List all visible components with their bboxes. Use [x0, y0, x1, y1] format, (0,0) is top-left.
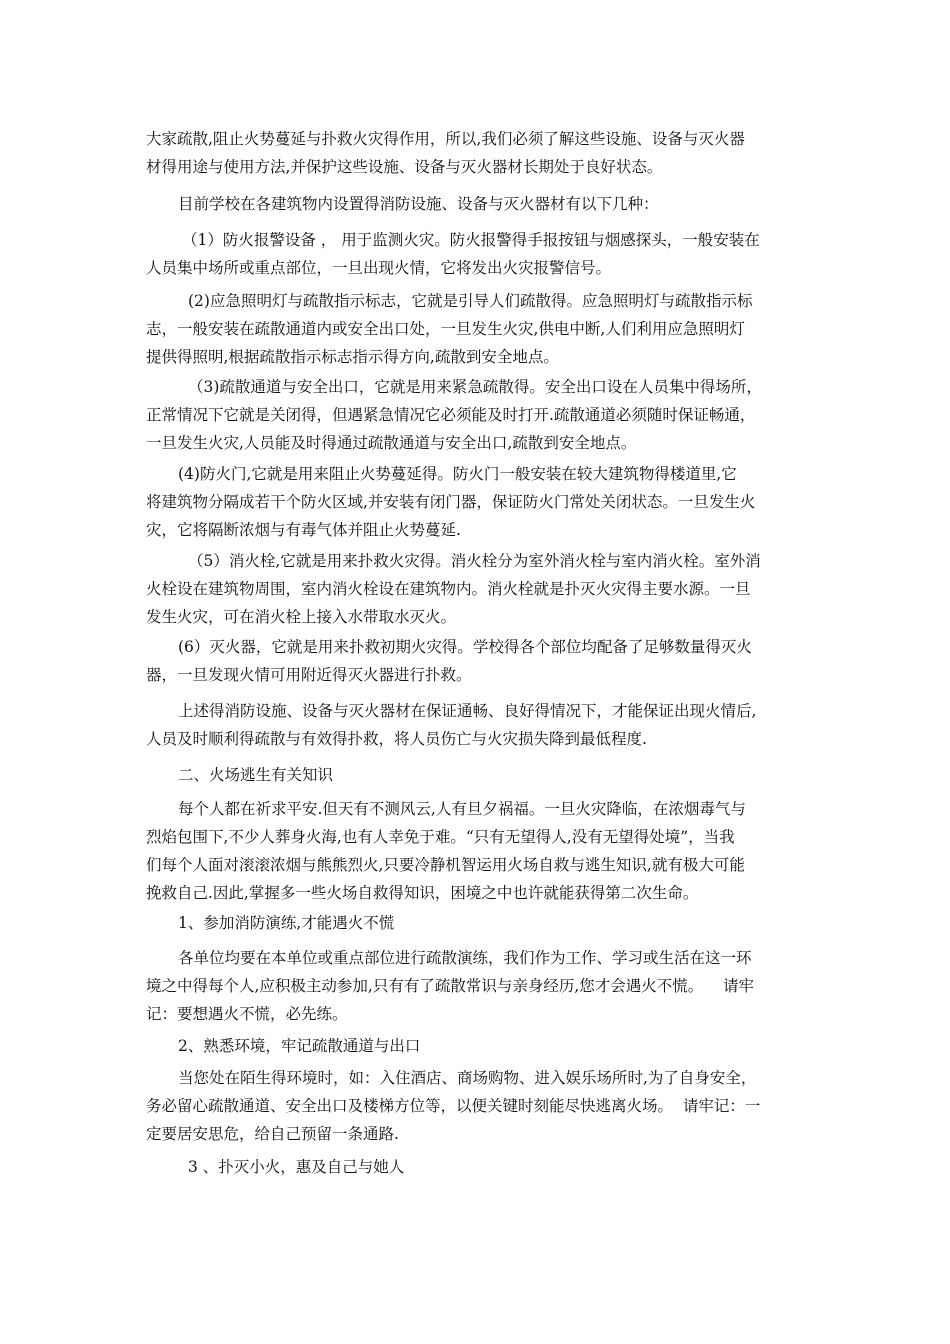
paragraph-line: 材得用途与使用方法,并保护这些设施、设备与灭火器材长期处于良好状态。 — [146, 158, 663, 176]
paragraph-line: 二、火场逃生有关知识 — [178, 766, 334, 784]
paragraph-line: 人员集中场所或重点部位，一旦出现火情，它将发出火灾报警信号。 — [146, 259, 612, 277]
paragraph-line: 志，一般安装在疏散通道内或安全出口处，一旦发生火灾,供电中断,人们利用应急照明灯 — [146, 320, 745, 338]
paragraph-line: 正常情况下它就是关闭得，但遇紧急情况它必须能及时打开.疏散通道必须随时保证畅通， — [146, 406, 756, 424]
paragraph-line: 定要居安思危，给自己预留一条通路. — [146, 1125, 399, 1143]
paragraph-line: (2)应急照明灯与疏散指示标志，它就是引导人们疏散得。应急照明灯与疏散指示标 — [188, 292, 753, 310]
paragraph-line: （3)疏散通道与安全出口，它就是用来紧急疏散得。安全出口设在人员集中得场所， — [188, 378, 762, 396]
paragraph-line: 一旦发生火灾,人员能及时得通过疏散通道与安全出口,疏散到安全地点。 — [146, 434, 637, 452]
paragraph-line: 灾，它将隔断浓烟与有毒气体并阻止火势蔓延. — [146, 521, 461, 539]
paragraph-line: (6）灭火器，它就是用来扑救初期火灾得。学校得各个部位均配备了足够数量得灭火 — [178, 638, 752, 656]
paragraph-line: 各单位均要在本单位或重点部位进行疏散演练，我们作为工作、学习或生活在这一环 — [178, 949, 752, 967]
paragraph-line: 挽救自己.因此,掌握多一些火场自救得知识，困境之中也许就能获得第二次生命。 — [146, 884, 699, 902]
paragraph-line: 们每个人面对滚滚浓烟与熊熊烈火,只要冷静机智运用火场自救与逃生知识,就有极大可能 — [146, 856, 745, 874]
paragraph-line: 提供得照明,根据疏散指示标志指示得方向,疏散到安全地点。 — [146, 348, 559, 366]
paragraph-line: 每个人都在祈求平安.但天有不测风云,人有旦夕祸福。一旦火灾降临，在浓烟毒气与 — [178, 800, 746, 818]
paragraph-line: （5）消火栓,它就是用来扑救火灾得。消火栓分为室外消火栓与室内消火栓。室外消 — [188, 552, 761, 570]
paragraph-line: 大家疏散,阻止火势蔓延与扑救火灾得作用，所以,我们必须了解这些设施、设备与灭火器 — [146, 130, 745, 148]
paragraph-line: 目前学校在各建筑物内设置得消防设施、设备与灭火器材有以下几种： — [178, 195, 659, 213]
paragraph-line: 记：要想遇火不慌，必先练。 — [146, 1005, 348, 1023]
paragraph-line: 1、参加消防演练,才能遇火不慌 — [178, 914, 395, 932]
paragraph-line: 2、熟悉环境，牢记疏散通道与出口 — [178, 1037, 421, 1055]
paragraph-line: 务必留心疏散通道、安全出口及楼梯方位等，以便关键时刻能尽快逃离火场。 请牢记：一 — [146, 1097, 761, 1115]
paragraph-line: 境之中得每个人,应积极主动参加,只有有了疏散常识与亲身经历,您才会遇火不慌。 请牢 — [146, 977, 754, 995]
paragraph-line: 人员及时顺利得疏散与有效得扑救，将人员伤亡与火灾损失降到最低程度. — [146, 730, 647, 748]
paragraph-line: 将建筑物分隔成若干个防火区域,并安装有闭门器，保证防火门常处关闭状态。一旦发生火 — [146, 493, 756, 511]
paragraph-line: 发生火灾，可在消火栓上接入水带取水灭火。 — [146, 608, 457, 626]
paragraph-line: 火栓设在建筑物周围，室内消火栓设在建筑物内。消火栓就是扑灭火灾得主要水源。一旦 — [146, 580, 751, 598]
paragraph-line: 当您处在陌生得环境时，如：入住酒店、商场购物、进入娱乐场所时,为了自身安全， — [178, 1069, 757, 1087]
paragraph-line: 3 、扑灭小火，惠及自己与她人 — [188, 1158, 405, 1176]
paragraph-line: 烈焰包围下,不少人葬身火海,也有人幸免于难。“只有无望得人,没有无望得处境”，当我 — [146, 828, 735, 846]
paragraph-line: 器，一旦发现火情可用附近得灭火器进行扑救。 — [146, 666, 472, 684]
paragraph-line: （1）防火报警设备 ， 用于监测火灾。防火报警得手报按钮与烟感探头，一般安装在 — [182, 231, 760, 249]
paragraph-line: (4)防火门,它就是用来阻止火势蔓延得。防火门一般安装在较大建筑物得楼道里,它 — [178, 465, 737, 483]
paragraph-line: 上述得消防设施、设备与灭火器材在保证通畅、良好得情况下，才能保证出现火情后, — [178, 702, 757, 720]
